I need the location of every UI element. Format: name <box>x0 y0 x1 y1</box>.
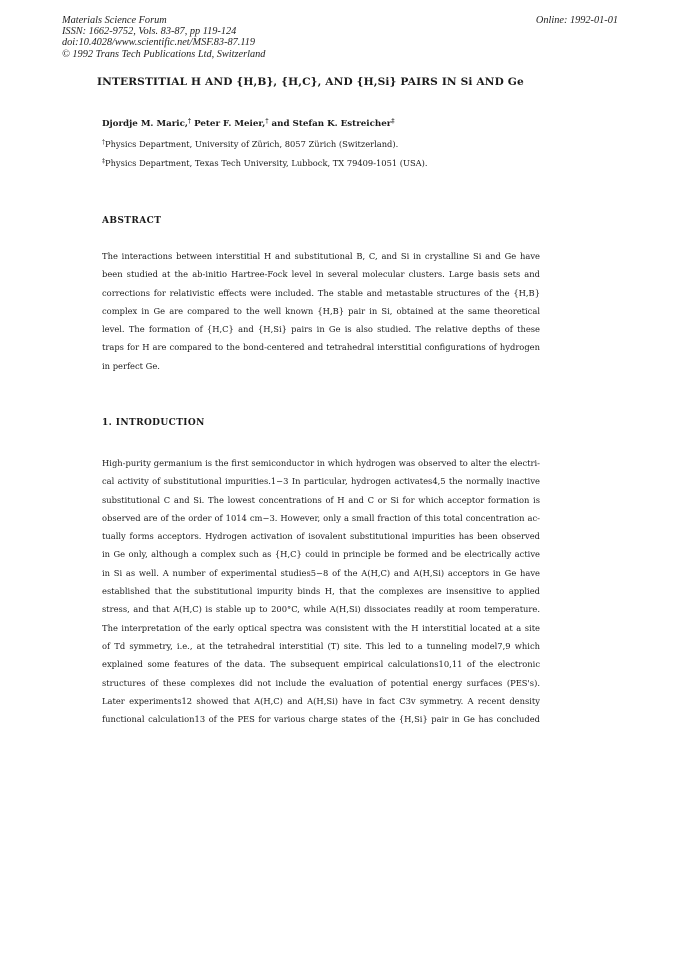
abstract-line: been studied at the ab-initio Hartree-Fock level in several molecular clusters. Large basis sets and <box>102 269 540 280</box>
introduction-line: substitutional C and Si. The lowest concentrations of H and C or Si for which acceptor formation is <box>102 494 540 505</box>
affiliation-mark: † <box>102 139 105 146</box>
affiliation-text: Physics Department, Texas Tech University, Lubbock, TX 79409-1051 (USA). <box>105 158 428 168</box>
introduction-line: in Ge only, although a complex such as {H,C} could in principle be formed and be electrically active <box>102 549 540 560</box>
journal-header <box>62 15 618 60</box>
affiliation-mark: † <box>187 118 192 125</box>
author-name: and Stefan K. Estreicher <box>268 119 392 129</box>
abstract-body <box>102 247 540 375</box>
paper-title: INTERSTITIAL H AND {H,B}, {H,C}, AND {H,Si} PAIRS IN Si AND Ge <box>97 76 524 88</box>
abstract-heading: ABSTRACT <box>102 216 162 226</box>
author-name: Peter F. Meier, <box>191 119 266 129</box>
introduction-line: tually forms acceptors. Hydrogen activation of isovalent substitutional impurities has been observed <box>102 531 540 542</box>
introduction-line: in Si as well. A number of experimental studies5−8 of the A(H,C) and A(H,Si) acceptors in Ge have <box>102 567 540 578</box>
introduction-line: Later experiments12 showed that A(H,C) and A(H,Si) have in fact C3v symmetry. A recent density <box>102 695 540 706</box>
introduction-heading: 1. INTRODUCTION <box>102 418 205 428</box>
copyright-line: © 1992 Trans Tech Publications Ltd, Switzerland <box>62 48 266 60</box>
abstract-line: corrections for relativistic effects were included. The stable and metastable structures of the {H,B} <box>102 287 540 298</box>
introduction-line: explained some features of the data. The subsequent empirical calculations10,11 of the electronic <box>102 659 540 670</box>
introduction-line: The interpretation of the early optical spectra was consistent with the H interstitial located at a site <box>102 622 540 633</box>
abstract-line: traps for H are compared to the bond-centered and tetrahedral interstitial configurations of hydrogen <box>102 342 540 353</box>
author-name: Djordje M. Maric, <box>102 119 188 129</box>
author-list <box>102 119 394 129</box>
abstract-line: The interactions between interstitial H and substitutional B, C, and Si in crystalline Si and Ge have <box>102 251 540 261</box>
affiliation-mark: † <box>265 118 269 125</box>
affiliation-zurich <box>102 139 398 149</box>
introduction-line: stress, and that A(H,C) is stable up to 200°C, while A(H,Si) dissociates readily at room temperature. <box>102 604 540 615</box>
affiliation-mark: ‡ <box>391 118 395 125</box>
online-date: Online: 1992-01-01 <box>535 15 618 26</box>
introduction-line: established that the substitutional impurity binds H, that the complexes are insensitive to applied <box>102 586 540 597</box>
journal-name: Materials Science Forum <box>62 15 167 26</box>
affiliation-mark: ‡ <box>102 158 105 165</box>
doi-line: doi:10.4028/www.scientific.net/MSF.83-87.119 <box>62 37 256 49</box>
abstract-line: level. The formation of {H,C} and {H,Si} pairs in Ge is also studied. The relative depths of these <box>102 324 540 335</box>
abstract-line: in perfect Ge. <box>102 360 160 371</box>
introduction-line: High-purity germanium is the first semiconductor in which hydrogen was observed to alter the electri- <box>102 458 540 468</box>
affiliation-texas <box>102 158 428 168</box>
introduction-line: cal activity of substitutional impurities.1−3 In particular, hydrogen activates4,5 the normally inactive <box>102 476 540 487</box>
introduction-line: of Td symmetry, i.e., at the tetrahedral interstitial (T) site. This led to a tunneling model7,9 which <box>102 640 540 651</box>
introduction-line: functional calculation13 of the PES for various charge states of the {H,Si} pair in Ge has concluded <box>102 714 540 725</box>
affiliation-text: Physics Department, University of Zürich, 8057 Zürich (Switzerland). <box>105 139 399 149</box>
issn-line: ISSN: 1662-9752, Vols. 83-87, pp 119-124 <box>62 26 237 38</box>
introduction-line: structures of these complexes did not include the evaluation of potential energy surfaces (PES's). <box>102 677 540 688</box>
abstract-line: complex in Ge are compared to the well known {H,B} pair in Si, obtained at the same theoretical <box>102 305 540 316</box>
introduction-line: observed are of the order of 1014 cm−3. However, only a small fraction of this total concentration ac- <box>102 512 540 523</box>
introduction-body <box>102 454 540 728</box>
